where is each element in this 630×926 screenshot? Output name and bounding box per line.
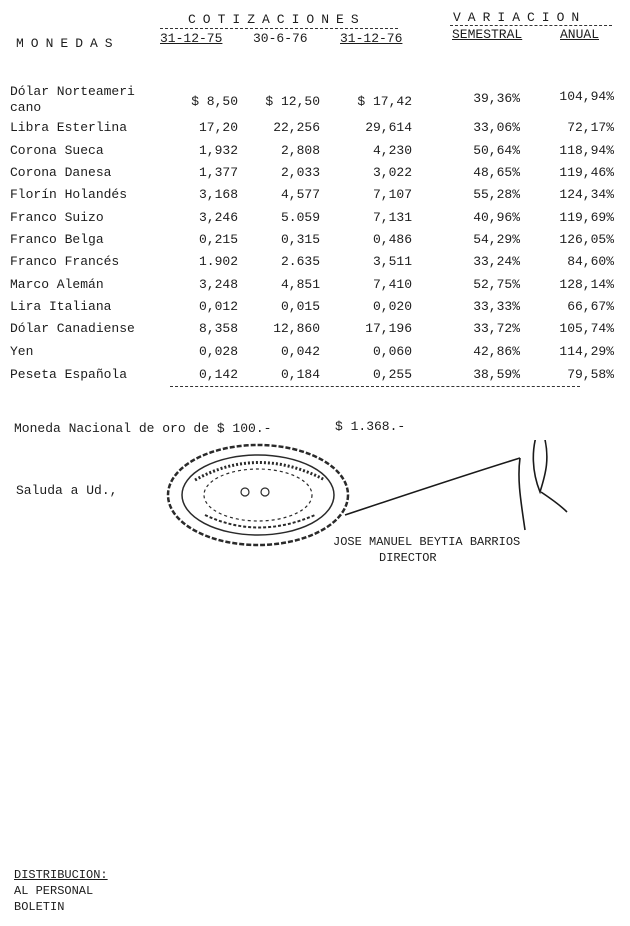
variacion-rule (450, 25, 612, 26)
table-row (0, 120, 630, 142)
variation-anual: 119,69% (559, 210, 614, 225)
currency-name: Franco Suizo (10, 210, 104, 225)
distribution-line-boletin: BOLETIN (14, 900, 65, 914)
variation-semestral: 33,24% (473, 254, 520, 269)
currency-name: Peseta Española (10, 367, 128, 382)
table-row (0, 299, 630, 321)
quote-dec-1976: 3,511 (372, 254, 412, 269)
variation-semestral: 48,65% (473, 165, 520, 180)
quote-jun-1976: 0,015 (280, 299, 320, 314)
variation-anual: 104,94% (559, 89, 614, 104)
quote-dec-1976: 7,131 (372, 210, 412, 225)
table-row (0, 232, 630, 254)
variation-anual: 119,46% (559, 165, 614, 180)
currency-name: Dólar Norteameri (10, 84, 135, 99)
variation-semestral: 55,28% (473, 187, 520, 202)
quote-dec-1976: 3,022 (372, 165, 412, 180)
quote-dec-1976: 0,020 (372, 299, 412, 314)
official-seal-icon (168, 445, 348, 545)
variation-semestral: 54,29% (473, 232, 520, 247)
table-row (0, 165, 630, 187)
gold-coin-value: $ 1.368.- (335, 419, 406, 434)
variacion-heading: VARIACION (453, 10, 587, 25)
quote-jun-1976: $ 12,50 (265, 94, 320, 109)
variation-anual: 124,34% (559, 187, 614, 202)
variation-anual: 66,67% (567, 299, 614, 314)
table-row (0, 187, 630, 209)
quote-1975: $ 8,50 (191, 94, 238, 109)
variation-semestral: 33,33% (473, 299, 520, 314)
currency-name: Dólar Canadiense (10, 321, 135, 336)
semestral-heading: SEMESTRAL (452, 27, 523, 42)
quote-dec-1976: 7,107 (372, 187, 412, 202)
date-heading-3: 31-12-76 (340, 31, 403, 46)
distribution-line-personal: AL PERSONAL (14, 884, 94, 898)
variation-semestral: 38,59% (473, 367, 520, 382)
quote-jun-1976: 12,860 (273, 321, 320, 336)
distribution-heading: DISTRIBUCION: (14, 868, 108, 882)
date-heading-1: 31-12-75 (160, 31, 223, 46)
currency-name: Corona Sueca (10, 143, 104, 158)
gold-coin-label: Moneda Nacional de oro de $ 100.- (14, 421, 272, 436)
variation-semestral: 42,86% (473, 344, 520, 359)
quote-dec-1976: 0,255 (372, 367, 412, 382)
quote-jun-1976: 0,184 (280, 367, 320, 382)
table-bottom-rule (170, 386, 580, 387)
signature-icon (345, 440, 567, 530)
variation-anual: 128,14% (559, 277, 614, 292)
variation-semestral: 33,72% (473, 321, 520, 336)
quote-1975: 1,377 (198, 165, 238, 180)
table-row (0, 143, 630, 165)
quote-1975: 0,012 (198, 299, 238, 314)
variation-anual: 79,58% (567, 367, 614, 382)
currency-name: Florín Holandés (10, 187, 128, 202)
quote-dec-1976: 7,410 (372, 277, 412, 292)
quote-1975: 0,028 (198, 344, 238, 359)
quote-jun-1976: 2.635 (280, 254, 320, 269)
quote-1975: 3,246 (198, 210, 238, 225)
variation-semestral: 50,64% (473, 143, 520, 158)
table-row (0, 84, 630, 115)
currency-name: Corona Danesa (10, 165, 112, 180)
quote-1975: 1.902 (198, 254, 238, 269)
variation-anual: 105,74% (559, 321, 614, 336)
quote-jun-1976: 0,315 (280, 232, 320, 247)
quote-1975: 0,215 (198, 232, 238, 247)
table-row (0, 321, 630, 343)
table-row (0, 254, 630, 276)
table-row (0, 277, 630, 299)
quote-dec-1976: 17,196 (365, 321, 412, 336)
currency-name: Libra Esterlina (10, 120, 128, 135)
quote-1975: 8,358 (198, 321, 238, 336)
variation-anual: 118,94% (559, 143, 614, 158)
currency-name: Lira Italiana (10, 299, 112, 314)
currency-name-continued: cano (10, 100, 42, 115)
currency-name: Franco Belga (10, 232, 104, 247)
quote-jun-1976: 5.059 (280, 210, 320, 225)
currency-name: Marco Alemán (10, 277, 104, 292)
quote-dec-1976: 0,486 (372, 232, 412, 247)
quote-1975: 0,142 (198, 367, 238, 382)
quote-jun-1976: 4,851 (280, 277, 320, 292)
header-rule (160, 28, 398, 29)
quote-1975: 3,248 (198, 277, 238, 292)
quote-1975: 17,20 (198, 120, 238, 135)
quote-jun-1976: 0,042 (280, 344, 320, 359)
currency-name: Franco Francés (10, 254, 120, 269)
variation-anual: 114,29% (559, 344, 614, 359)
date-heading-2: 30-6-76 (253, 31, 308, 46)
closing-greeting: Saluda a Ud., (16, 483, 118, 498)
table-row (0, 344, 630, 366)
quote-jun-1976: 22,256 (273, 120, 320, 135)
quote-dec-1976: 0,060 (372, 344, 412, 359)
variation-semestral: 40,96% (473, 210, 520, 225)
variation-anual: 84,60% (567, 254, 614, 269)
quote-dec-1976: 4,230 (372, 143, 412, 158)
signatory-title: DIRECTOR (379, 551, 437, 565)
variation-semestral: 33,06% (473, 120, 520, 135)
variation-semestral: 52,75% (473, 277, 520, 292)
currency-name: Yen (10, 344, 34, 359)
quote-jun-1976: 4,577 (280, 187, 320, 202)
quote-jun-1976: 2,808 (280, 143, 320, 158)
quote-dec-1976: $ 17,42 (357, 94, 412, 109)
quote-1975: 1,932 (198, 143, 238, 158)
anual-heading: ANUAL (560, 27, 600, 42)
cotizaciones-heading: COTIZACIONES (188, 12, 366, 27)
variation-anual: 72,17% (567, 120, 614, 135)
quote-1975: 3,168 (198, 187, 238, 202)
quote-dec-1976: 29,614 (365, 120, 412, 135)
variation-anual: 126,05% (559, 232, 614, 247)
table-row (0, 210, 630, 232)
signatory-name: JOSE MANUEL BEYTIA BARRIOS (333, 535, 521, 549)
monedas-heading: MONEDAS (16, 36, 120, 51)
quote-jun-1976: 2,033 (280, 165, 320, 180)
variation-semestral: 39,36% (473, 91, 520, 106)
